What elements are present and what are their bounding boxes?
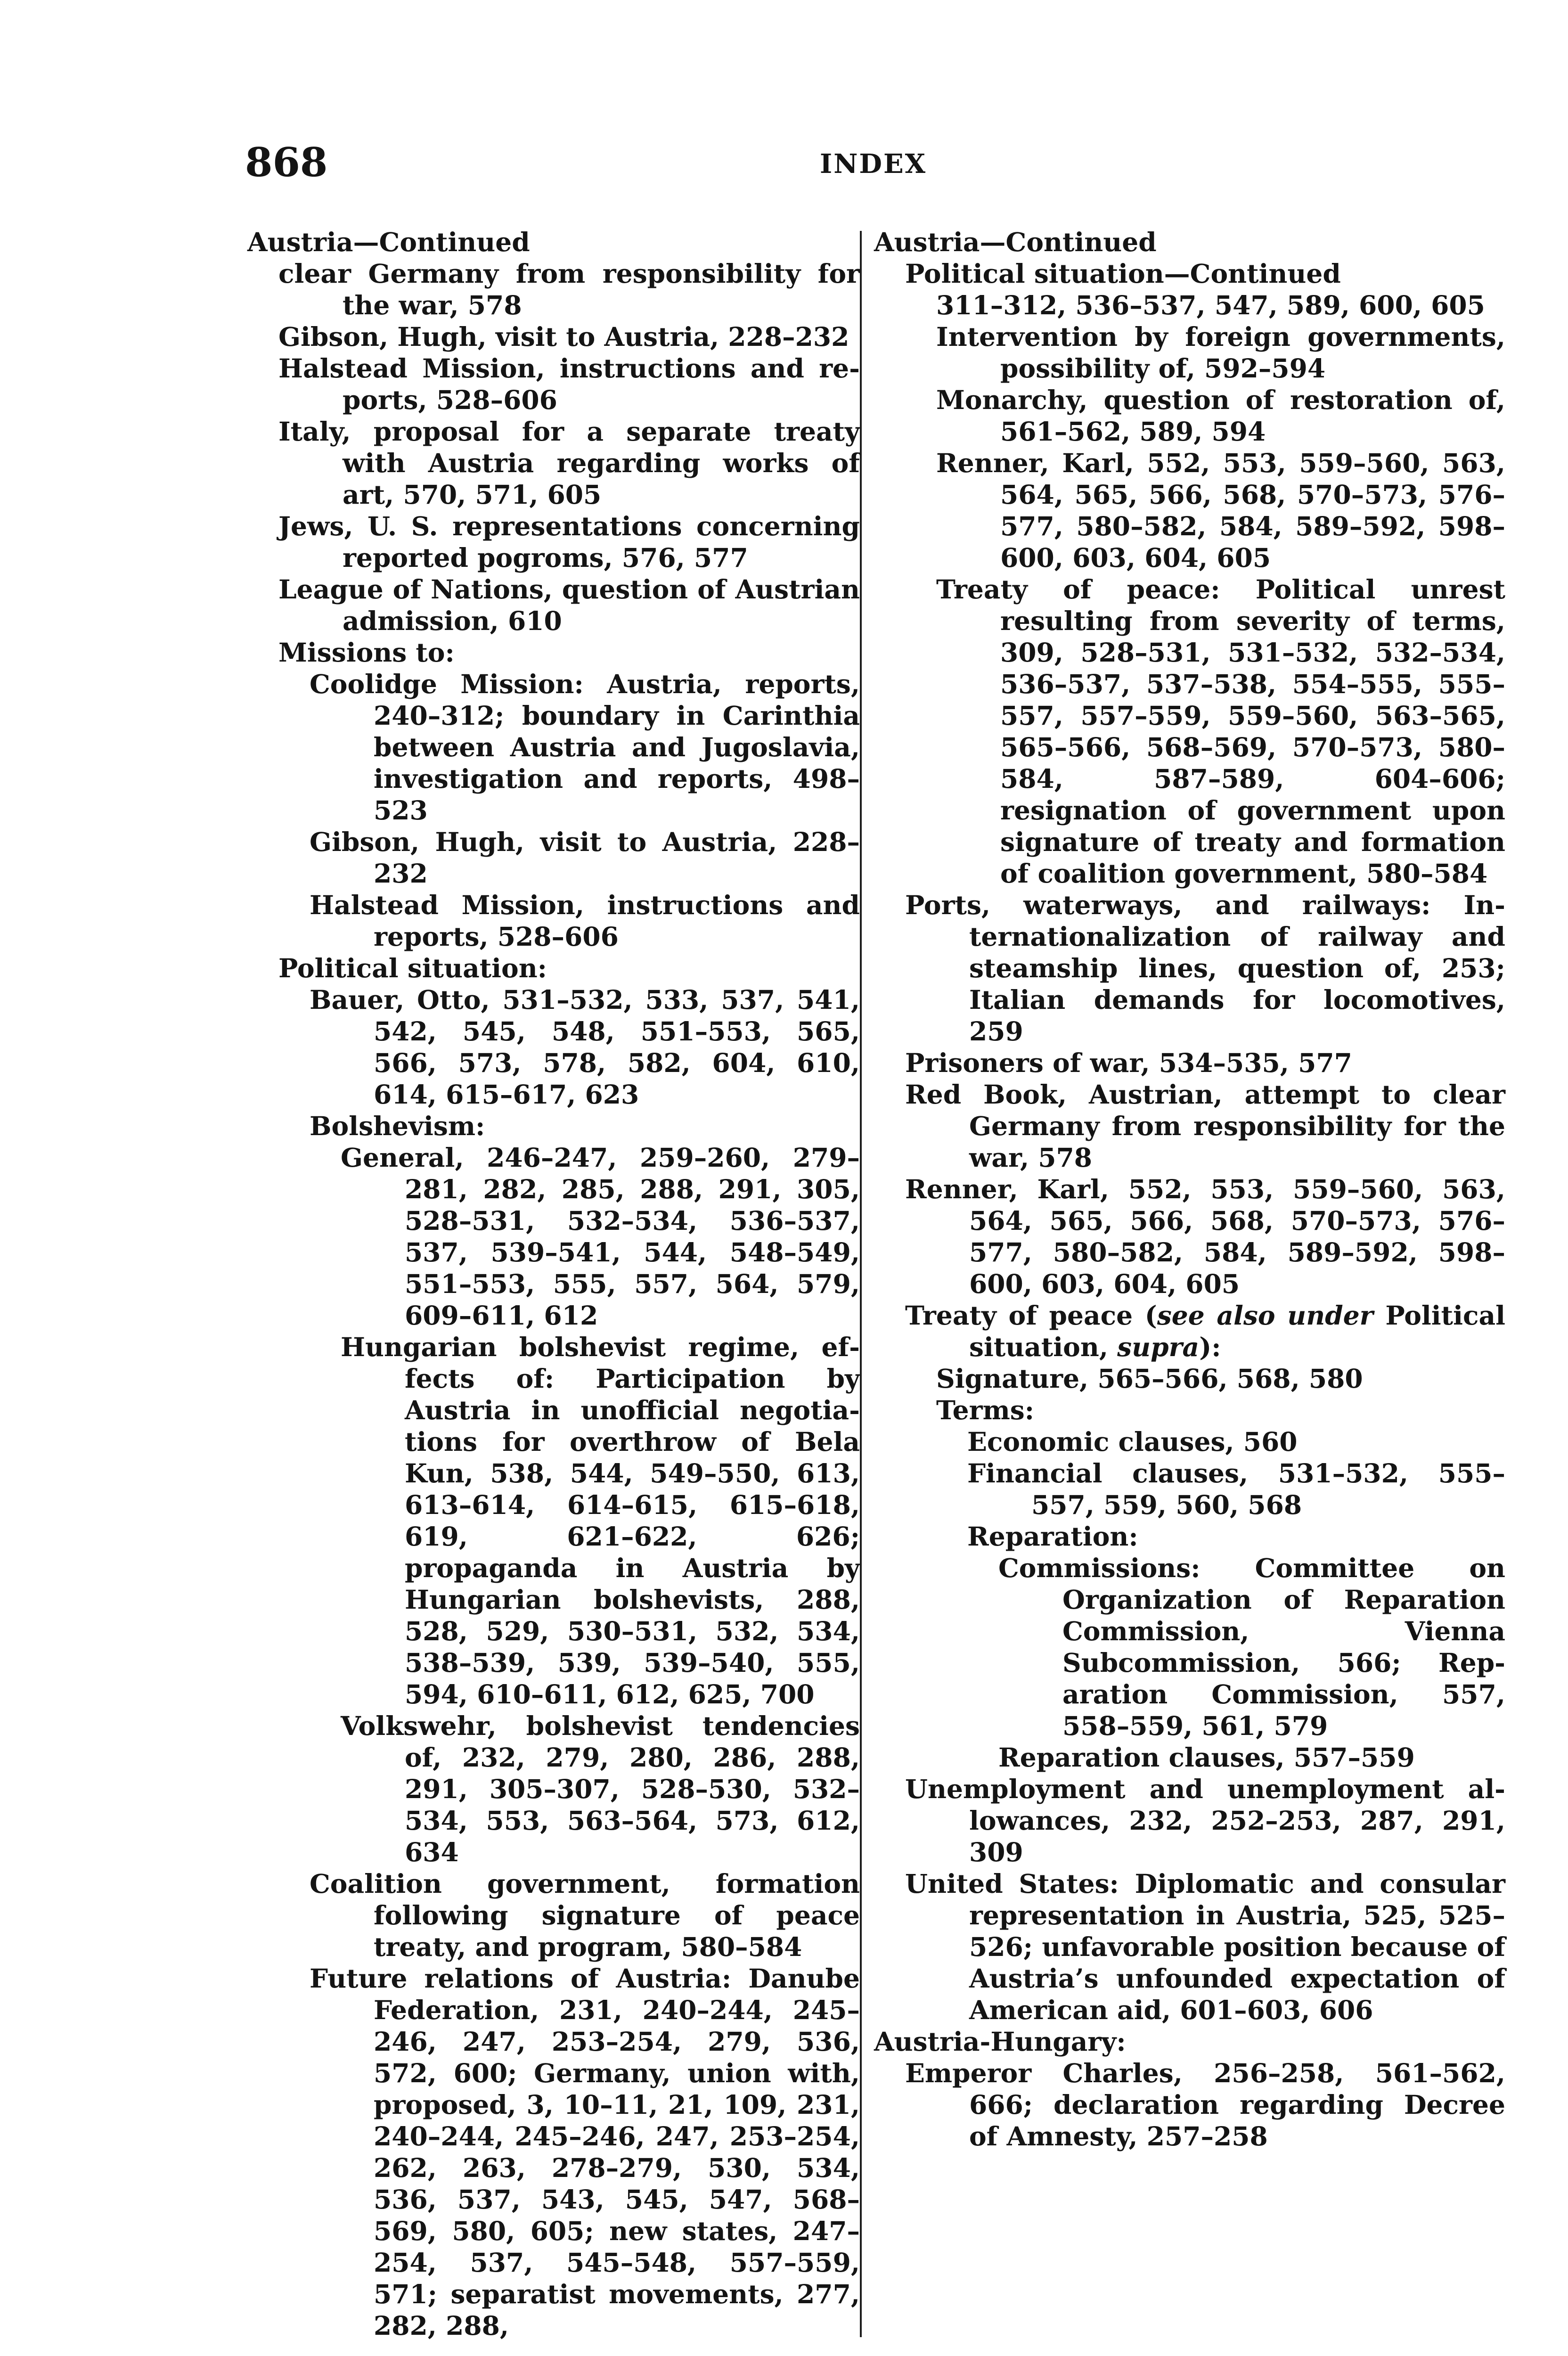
index-entry-text: Halstead Mission, instructions and reports, 528–606: [278, 353, 860, 415]
index-entry-text: Future relations of Austria: Danube Federation, 231, 240–244, 245–246, 247, 253–254, 279, 536, 572, 600; Germany, union with, proposed, 3, 10–11, 21, 109, 231, 240–244, 245–246, 247, 253–254, 262, 263, 278–279, 530, 534, 536, 537, 543, 545, 547, 568–569, 580, 605; new states, 247–254, 537, 545–548, 557–559, 571; separatist movements, 277, 282, 288,: [310, 1963, 860, 2341]
index-entry-text: Reparation clauses, 557–559: [998, 1742, 1415, 1773]
column-divider: [860, 231, 862, 2337]
page-header: [245, 139, 1512, 191]
index-entry: [247, 984, 860, 1110]
index-entry: [874, 289, 1505, 321]
index-entry-text: Coolidge Mission: Austria, reports, 240–312; boundary in Carinthia between Austria and Jugoslavia, investigation and reports, 498–523: [310, 669, 860, 826]
index-entry: [874, 1047, 1505, 1079]
index-entry-text: Gibson, Hugh, visit to Austria, 228–232: [278, 321, 849, 352]
index-entry-text: Intervention by foreign governments, possibility of, 592–594: [936, 321, 1505, 384]
index-entry-text: Bolshevism:: [310, 1111, 485, 1141]
index-entry-text: Financial clauses, 531–532, 555–557, 559, 560, 568: [967, 1458, 1505, 1520]
index-entry-text: Prisoners of war, 534–535, 577: [905, 1047, 1352, 1078]
index-entry-text: Political situation,: [969, 1300, 1506, 1362]
index-entry: [247, 416, 860, 510]
index-entry: [247, 1331, 860, 1710]
index-entry: [247, 1710, 860, 1868]
index-entry-text: Jews, U. S. representations concerning reported pogroms, 576, 577: [278, 511, 860, 573]
index-entry-text: clear Germany from responsibility for the war, 578: [278, 258, 860, 320]
index-entry: [874, 1552, 1505, 1742]
index-entry: [874, 1173, 1505, 1300]
index-entry: [874, 1394, 1505, 1426]
right-column: [874, 226, 1505, 2152]
index-entry-text: Treaty of peace: Political unrest resulting from severity of terms, 309, 528–531, 531–532, 532–534, 536–537, 537–538, 554–555, 555–557, 557–559, 559–560, 563–565, 565–566, 568–569, 570–573, 580–584, 587–589, 604–606; resignation of government upon signature of treaty and formation of coalition government, 580–584: [936, 574, 1505, 889]
index-entry-text: Unemployment and unemployment allowances, 232, 252–253, 287, 291, 309: [905, 1774, 1505, 1867]
index-entry-italic: see also under: [1157, 1300, 1373, 1331]
index-entry-text: United States: Diplomatic and consular representation in Austria, 525, 525–526; unfavorable position because of Austria’s unfounded expectation of American aid, 601–603, 606: [905, 1868, 1505, 2025]
index-entry: [874, 1457, 1505, 1521]
index-entry: [874, 1300, 1505, 1363]
index-entry: [247, 637, 860, 668]
index-entry-text: Economic clauses, 560: [967, 1426, 1298, 1457]
index-entry: [247, 668, 860, 826]
index-entry: [874, 1079, 1505, 1173]
index-entry-text: Renner, Karl, 552, 553, 559–560, 563, 564, 565, 566, 568, 570–573, 576–577, 580–582, 584, 589–592, 598–600, 603, 604, 605: [905, 1174, 1505, 1299]
index-entry-text: Austria—Continued: [247, 227, 530, 257]
index-entry-text: Coalition government, formation following signature of peace treaty, and program, 580–584: [310, 1868, 860, 1962]
index-entry-text: Red Book, Austrian, attempt to clear Germany from responsibility for the war, 578: [905, 1079, 1505, 1173]
index-entry-text: Commissions: Committee on Organization of Reparation Commission, Vienna Subcommission, 566; Reparation Commission, 557, 558–559, 561, 579: [998, 1553, 1505, 1741]
index-entry: [247, 258, 860, 321]
index-entry-text: 311–312, 536–537, 547, 589, 600, 605: [936, 290, 1485, 320]
index-entry: [874, 2026, 1505, 2057]
left-column: [247, 226, 860, 2341]
index-entry-text: Ports, waterways, and railways: Internationalization of railway and steamship lines, question of, 253; Italian demands for locomotives, 259: [905, 890, 1505, 1047]
index-entry-text: Monarchy, question of restoration of, 561–562, 589, 594: [936, 384, 1505, 447]
index-entry: [874, 226, 1505, 258]
index-entry: [874, 1363, 1505, 1394]
index-entry: [247, 1963, 860, 2341]
index-entry: [247, 1110, 860, 1142]
index-entry-text: Hungarian bolshevist regime, effects of: Participation by Austria in unofficial negotiations for overthrow of Bela Kun, 538, 544, 549–550, 613, 613–614, 614–615, 615–618, 619, 621–622, 626; propaganda in Austria by Hungarian bolshevists, 288, 528, 529, 530–531, 532, 534, 538–539, 539, 539–540, 555, 594, 610–611, 612, 625, 700: [341, 1332, 860, 1710]
index-entry: [874, 1426, 1505, 1457]
running-head: INDEX: [820, 148, 927, 180]
index-entry-text: Renner, Karl, 552, 553, 559–560, 563, 564, 565, 566, 568, 570–573, 576–577, 580–582, 584, 589–592, 598–600, 603, 604, 605: [936, 448, 1505, 573]
index-entry-text: Political situation—Continued: [905, 258, 1341, 289]
index-entry: [874, 258, 1505, 289]
index-entry-text: Austria-Hungary:: [874, 2026, 1126, 2057]
index-entry: [874, 384, 1505, 447]
index-entry: [874, 321, 1505, 384]
index-entry-text: Italy, proposal for a separate treaty with Austria regarding works of art, 570, 571, 605: [278, 416, 860, 510]
index-entry-text: Missions to:: [278, 637, 455, 668]
index-entry-text: Volkswehr, bolshevist tendencies of, 232, 279, 280, 286, 288, 291, 305–307, 528–530, 532–534, 553, 563–564, 573, 612, 634: [341, 1710, 860, 1867]
index-entry-text: Halstead Mission, instructions and reports, 528–606: [310, 890, 860, 952]
index-entry: [247, 510, 860, 573]
index-entry-text: Gibson, Hugh, visit to Austria, 228–232: [310, 826, 860, 889]
index-entry-text: Reparation:: [967, 1521, 1138, 1552]
index-entry: [247, 826, 860, 889]
index-entry-text: League of Nations, question of Austrian admission, 610: [278, 574, 860, 636]
index-entry-text: Terms:: [936, 1395, 1035, 1425]
index-entry: [874, 573, 1505, 889]
index-entry: [874, 1742, 1505, 1773]
index-entry: [874, 2057, 1505, 2152]
index-entry-text: Signature, 565–566, 568, 580: [936, 1363, 1363, 1394]
index-entry-italic: supra: [1117, 1332, 1200, 1362]
index-entry: [247, 1868, 860, 1963]
index-entry-text: ):: [1199, 1332, 1221, 1362]
index-entry: [247, 952, 860, 984]
page-number: 868: [245, 139, 328, 186]
index-entry: [247, 889, 860, 952]
index-entry: [874, 1773, 1505, 1868]
index-entry: [247, 226, 860, 258]
index-entry-text: Emperor Charles, 256–258, 561–562, 666; declaration regarding Decree of Amnesty, 257–258: [905, 2058, 1505, 2151]
index-entry-text: Political situation:: [278, 953, 547, 983]
index-entry: [874, 447, 1505, 573]
index-entry: [247, 352, 860, 416]
index-entry: [874, 1521, 1505, 1552]
index-entry-text: Treaty of peace (: [905, 1300, 1157, 1331]
index-entry-text: Bauer, Otto, 531–532, 533, 537, 541, 542, 545, 548, 551–553, 565, 566, 573, 578, 582, 604, 610, 614, 615–617, 623: [310, 984, 860, 1110]
index-entry: [247, 573, 860, 637]
index-entry: [247, 321, 860, 352]
index-entry: [874, 1868, 1505, 2026]
index-entry: [874, 889, 1505, 1047]
index-entry: [247, 1142, 860, 1331]
index-entry-text: Austria—Continued: [874, 227, 1157, 257]
index-entry-text: General, 246–247, 259–260, 279–281, 282, 285, 288, 291, 305, 528–531, 532–534, 536–537, 537, 539–541, 544, 548–549, 551–553, 555, 557, 564, 579, 609–611, 612: [341, 1142, 860, 1331]
